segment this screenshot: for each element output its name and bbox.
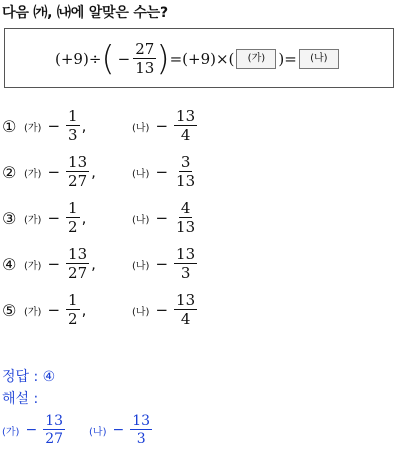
option-2[interactable] — [2, 150, 196, 194]
numerator: 1 — [68, 199, 78, 217]
blank-ga: (가) — [236, 49, 276, 69]
option-number: ① — [2, 116, 17, 136]
sign: − — [155, 301, 169, 319]
denominator: 27 — [45, 431, 64, 447]
fraction-na — [174, 293, 197, 327]
sign: − — [47, 301, 61, 319]
numerator: 1 — [68, 291, 78, 309]
sign: − — [155, 255, 169, 273]
comma: , — [81, 117, 87, 135]
option-number: ③ — [2, 208, 17, 228]
option-number: ⑤ — [2, 300, 17, 320]
comma: , — [91, 255, 96, 273]
denominator: 2 — [68, 310, 78, 328]
label-ga: (가) — [24, 122, 42, 134]
denominator: 3 — [68, 126, 78, 144]
blank-na: (나) — [299, 49, 339, 69]
fraction-ga — [43, 414, 65, 446]
label-ga: (가) — [24, 260, 42, 272]
numerator: 13 — [68, 153, 88, 171]
label-na: (나) — [132, 122, 150, 134]
expression-box — [4, 28, 394, 88]
expr-part3: )= — [278, 50, 297, 68]
fraction-na — [174, 247, 197, 281]
sign: − — [47, 255, 61, 273]
numerator: 13 — [132, 413, 151, 429]
label-ga: (가) — [24, 214, 42, 226]
sign: − — [47, 209, 61, 227]
fraction-na — [130, 414, 152, 446]
label-na: (나) — [89, 426, 107, 438]
option-4[interactable] — [2, 242, 196, 286]
sign: − — [47, 163, 61, 181]
label-ga: (가) — [24, 306, 42, 318]
fraction-ga — [66, 247, 89, 281]
option-1[interactable] — [2, 104, 196, 148]
open-paren: ( — [101, 39, 115, 79]
fraction-numerator: 27 — [135, 40, 155, 58]
label-na: (나) — [132, 260, 150, 272]
explanation-title: 해설 : — [2, 391, 39, 407]
denominator: 13 — [176, 172, 196, 190]
denominator: 2 — [68, 218, 78, 236]
sign: − — [47, 117, 61, 135]
fraction-denominator: 13 — [135, 59, 155, 77]
label-na: (나) — [132, 214, 150, 226]
fraction-ga — [66, 201, 80, 235]
numerator: 13 — [176, 245, 196, 263]
comma: , — [91, 163, 96, 181]
denominator: 3 — [180, 264, 191, 282]
sign: − — [155, 209, 169, 227]
option-5[interactable] — [2, 288, 196, 332]
label-ga: (가) — [24, 168, 42, 180]
option-3[interactable] — [2, 196, 196, 240]
fraction-na — [174, 109, 197, 143]
label-na: (나) — [132, 306, 150, 318]
label-na: (나) — [132, 168, 150, 180]
numerator: 13 — [68, 245, 88, 263]
sign: − — [155, 163, 169, 181]
numerator: 4 — [180, 199, 191, 217]
expr-part1: (+9)÷ — [55, 50, 102, 68]
numerator: 13 — [176, 107, 196, 125]
expr-minus: − — [117, 50, 131, 68]
denominator: 3 — [136, 431, 146, 447]
denominator: 27 — [68, 264, 88, 282]
denominator: 13 — [176, 218, 196, 236]
numerator: 1 — [68, 107, 78, 125]
option-number: ② — [2, 162, 17, 182]
fraction-na — [174, 155, 197, 189]
numerator: 13 — [45, 413, 64, 429]
expression — [55, 37, 341, 81]
denominator: 4 — [180, 126, 191, 144]
numerator: 3 — [180, 153, 191, 171]
fraction-na — [174, 201, 197, 235]
question-text: 다음 ㈎, ㈏에 알맞은 수는? — [2, 5, 168, 21]
denominator: 27 — [68, 172, 88, 190]
explanation — [2, 414, 152, 446]
fraction-ga — [66, 155, 89, 189]
fraction-ga — [66, 109, 80, 143]
numerator: 13 — [176, 291, 196, 309]
sign: − — [25, 422, 38, 438]
comma: , — [81, 209, 87, 227]
sign: − — [112, 422, 125, 438]
sign: − — [155, 117, 169, 135]
expr-part2: =(+9)×( — [169, 50, 235, 68]
answer-text: 정답 : ④ — [2, 369, 56, 385]
label-ga: (가) — [2, 426, 20, 438]
expr-fraction — [133, 42, 156, 76]
option-number: ④ — [2, 254, 17, 274]
close-paren: ) — [156, 39, 170, 79]
denominator: 4 — [180, 310, 191, 328]
comma: , — [81, 301, 87, 319]
fraction-ga — [66, 293, 80, 327]
